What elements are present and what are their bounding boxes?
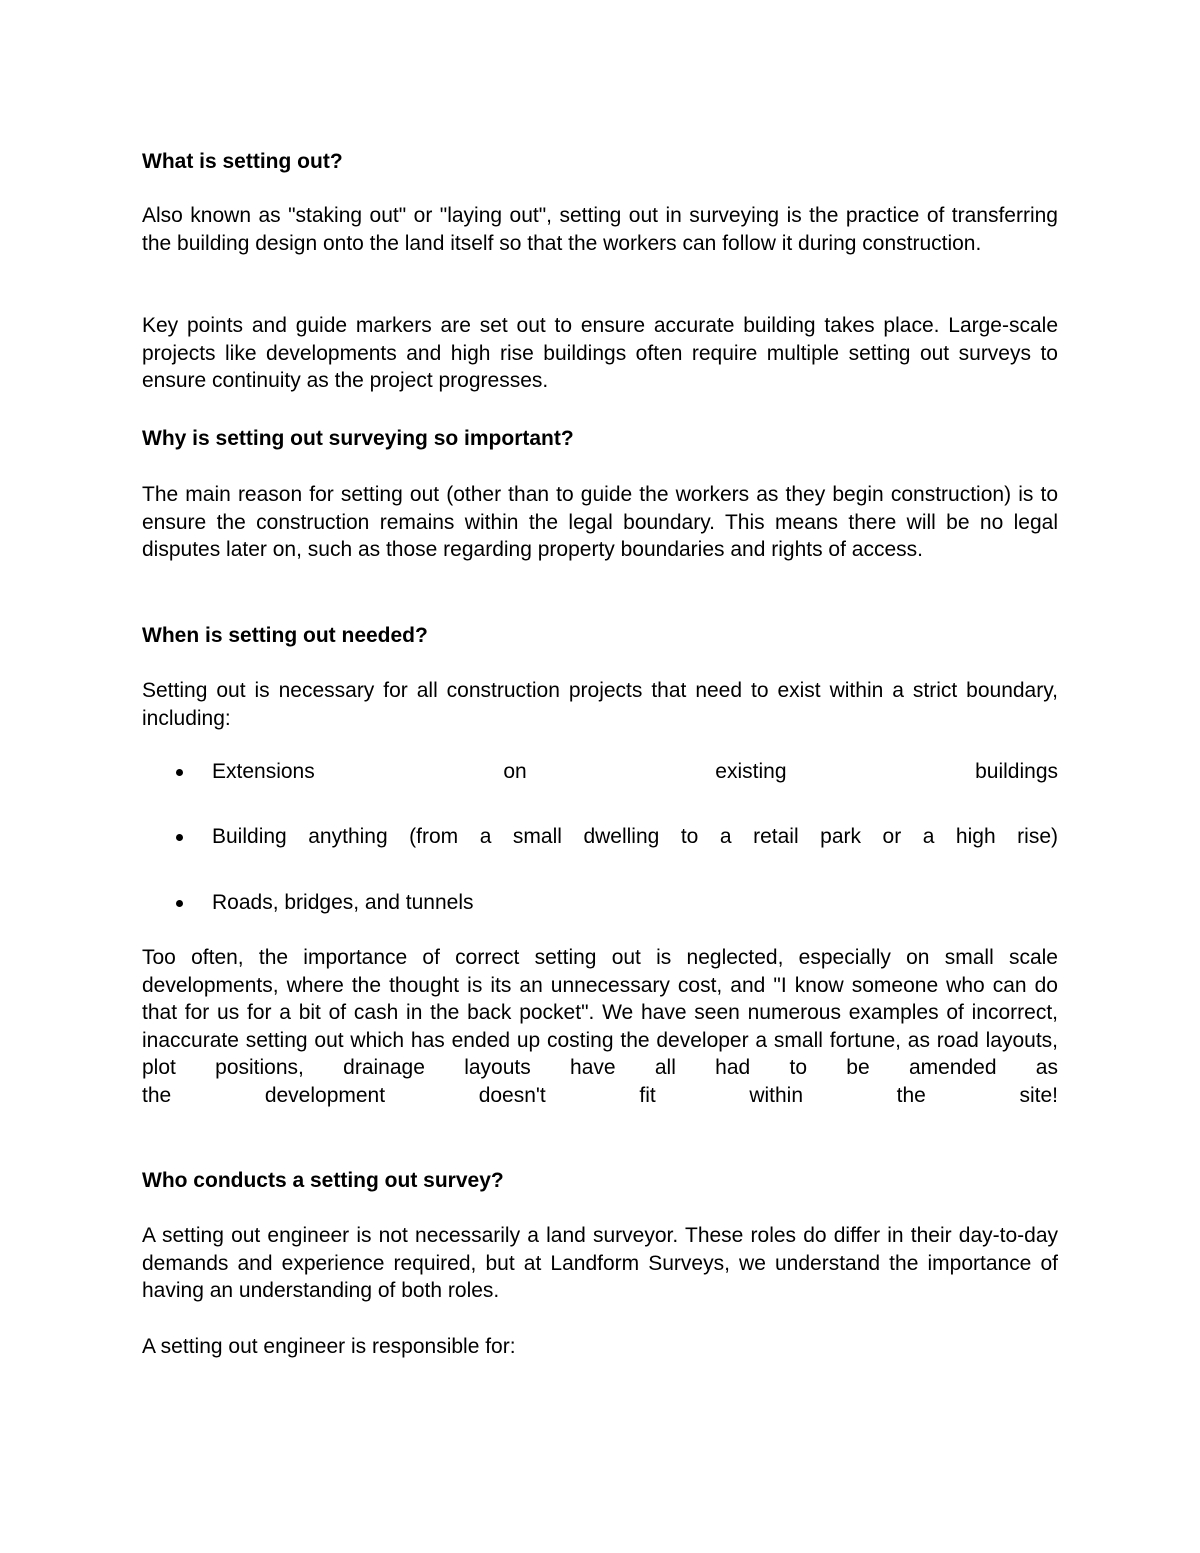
paragraph-too-often	[142, 944, 1058, 1109]
paragraph-too-often-body: Too often, the importance of correct setting out is neglected, especially on small scale developments, where the thought is its an unnecessary cost, and "I know someone who can do that for us for a bit of cash in the back pocket". We have seen numerous examples of incorrect, inaccurate setting out which has ended up costing the developer a small fortune, as road layouts, plot positions, drainage layouts have all had to be amended as	[142, 946, 1058, 1079]
paragraph-main-reason: The main reason for setting out (other than to guide the workers as they begin construction) is to ensure the construction remains within the legal boundary. This means there will be no legal disputes later on, such as those regarding property boundaries and rights of access.	[142, 483, 1058, 561]
paragraph-engineer-vs-surveyor: A setting out engineer is not necessarily a land surveyor. These roles do differ in their day-to-day demands and experience required, but at Landform Surveys, we understand the importance of having an understanding of both roles.	[142, 1224, 1058, 1302]
bullet-icon	[176, 769, 183, 776]
list-item	[142, 889, 1058, 917]
list-item-text: Extensions on existing buildings	[212, 760, 1058, 783]
paragraph-responsible-for: A setting out engineer is responsible for:	[142, 1335, 516, 1358]
paragraph-key-points: Key points and guide markers are set out to ensure accurate building takes place. Large-scale projects like developments and high rise buildings often require multiple setting out surveys to ensure continuity as the project progresses.	[142, 314, 1058, 392]
list-item	[142, 823, 1058, 851]
bullet-icon	[176, 834, 183, 841]
paragraph-too-often-last-line: the development doesn't fit within the site!	[142, 1083, 1058, 1107]
list-item-text: Building anything (from a small dwelling to a retail park or a high rise)	[212, 825, 1058, 848]
list-item-text: Roads, bridges, and tunnels	[212, 891, 474, 914]
paragraph-definition: Also known as "staking out" or "laying out", setting out in surveying is the practice of transferring the building design onto the land itself so that the workers can follow it during construction.	[142, 204, 1058, 255]
heading-what-is-setting-out: What is setting out?	[142, 150, 343, 173]
list-item	[142, 758, 1058, 786]
heading-why-important: Why is setting out surveying so important?	[142, 427, 574, 450]
heading-when-needed: When is setting out needed?	[142, 624, 428, 647]
heading-who-conducts: Who conducts a setting out survey?	[142, 1169, 504, 1192]
bullet-icon	[176, 900, 183, 907]
paragraph-necessary-for: Setting out is necessary for all construction projects that need to exist within a strict boundary, including:	[142, 679, 1058, 730]
